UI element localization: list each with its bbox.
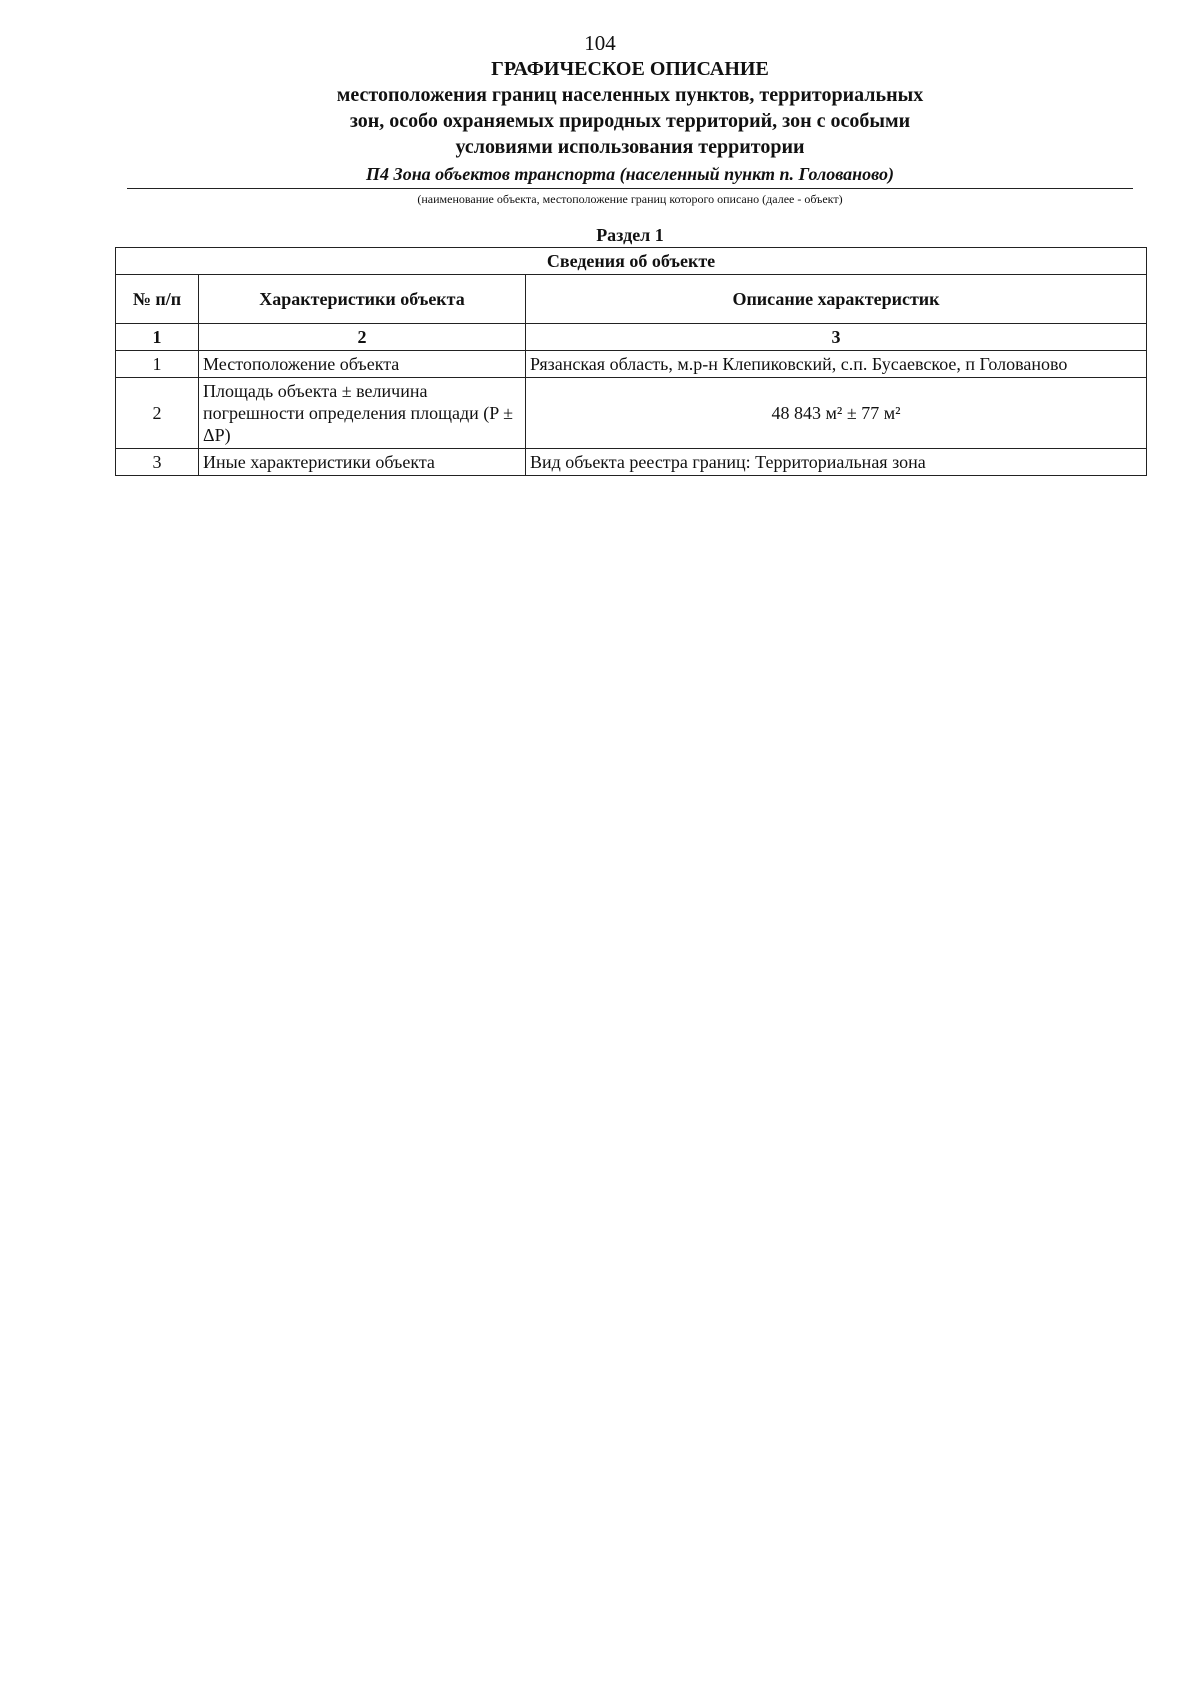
table-caption-row: [116, 248, 1147, 275]
row-number: 1: [116, 351, 199, 378]
document-subtitle: [0, 82, 1200, 160]
column-index: 3: [526, 324, 1147, 351]
header-characteristic: Характеристики объекта: [199, 275, 526, 324]
table-row: [116, 449, 1147, 476]
object-name-caption: (наименование объекта, местоположение границ которого описано (далее - объект): [417, 192, 843, 206]
table-row: [116, 351, 1147, 378]
object-name: П4 Зона объектов транспорта (населенный пункт п. Голованово): [366, 164, 894, 184]
row-characteristic: Местоположение объекта: [199, 351, 526, 378]
header-number: № п/п: [116, 275, 199, 324]
object-name-underline: [127, 188, 1133, 189]
table-index-row: [116, 324, 1147, 351]
row-characteristic: Иные характеристики объекта: [199, 449, 526, 476]
table-row: [116, 378, 1147, 449]
header-description: Описание характеристик: [526, 275, 1147, 324]
row-description: 48 843 м² ± 77 м²: [526, 378, 1147, 449]
table-caption: Сведения об объекте: [116, 248, 1147, 275]
column-index: 1: [116, 324, 199, 351]
row-number: 2: [116, 378, 199, 449]
subtitle-line: условиями использования территории: [455, 136, 805, 158]
page-number: 104: [584, 31, 616, 55]
row-description: Вид объекта реестра границ: Территориальная зона: [526, 449, 1147, 476]
object-info-table: [115, 247, 1147, 476]
subtitle-line: зон, особо охраняемых природных территорий, зон с особыми: [349, 110, 911, 132]
document-title: ГРАФИЧЕСКОЕ ОПИСАНИЕ: [491, 58, 769, 80]
row-characteristic: Площадь объекта ± величина погрешности определения площади (P ± ΔP): [199, 378, 526, 449]
section-title: Раздел 1: [596, 225, 664, 245]
table-header-row: [116, 275, 1147, 324]
row-number: 3: [116, 449, 199, 476]
column-index: 2: [199, 324, 526, 351]
row-description: Рязанская область, м.р-н Клепиковский, с.п. Бусаевское, п Голованово: [526, 351, 1147, 378]
subtitle-line: местоположения границ населенных пунктов, территориальных: [336, 84, 924, 106]
